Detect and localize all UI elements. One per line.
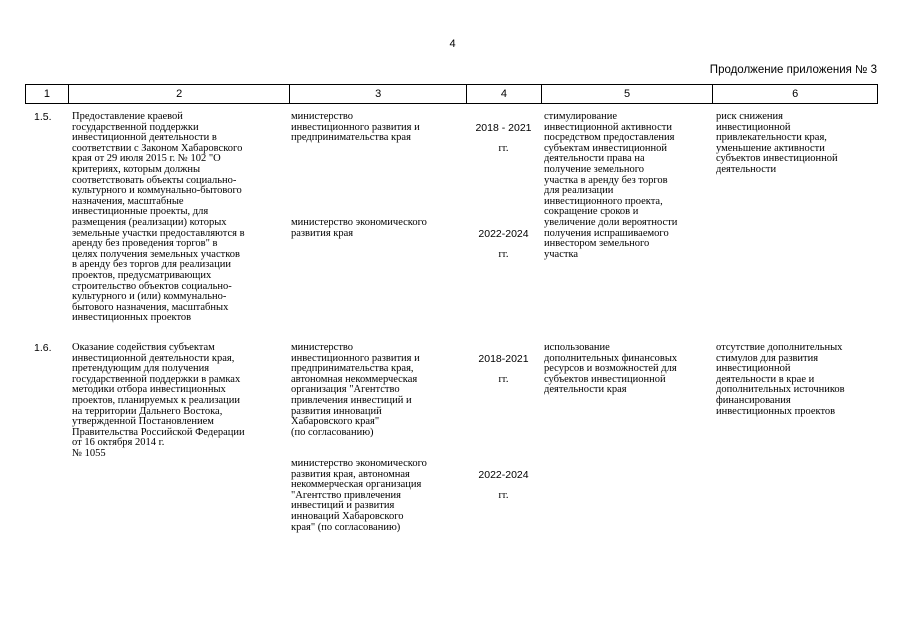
executor-cell — [291, 342, 465, 533]
term-years: 2022-2024 — [478, 468, 529, 481]
activity-description: Предоставление краевой государственной поддержки инвестиционной деятельности в соответствии с Законом Хабаровского края от 29 июля 2015 г. № 102 "О критериях, которым должны соответствовать объекты социально- культурного и коммунально-бытового назначения, масштабные инвестиционные проекты, для размещения (реализации) которых земельные участки предоставляются в аренду без проведения торгов" в целях получения земельных участков в аренду без торгов для реализации проектов, предусматривающих строительство объектов социально- культурного и (или) коммунально- бытового назначения, масштабных инвестиционных проектов — [72, 111, 245, 324]
term-unit: гг. — [498, 489, 509, 501]
risk-description: отсутствие дополнительных стимулов для развития инвестиционной деятельности в крае и дополнительных источников финансирования инвестиционных проектов — [716, 342, 845, 417]
activity-description: Оказание содействия субъектам инвестиционной деятельности края, претендующим для получения государственной поддержки в рамках методики отбора инвестиционных проектов, планируемых к реализации на территории Дальнего Востока, утвержденной Постановлением Правительства Российской Федерации от 16 октября 2014 г. № 1055 — [72, 342, 245, 459]
term-cell — [467, 112, 540, 260]
executor-text: министерство экономического развития края, автономная некоммерческая организация "Агентство привлечения инвестиций и развития инноваций Хабаровского края" (по согласованию) — [291, 458, 427, 533]
risk-description: риск снижения инвестиционной привлекательности края, уменьшение активности субъектов инвестиционной деятельности — [716, 111, 838, 175]
term-years: 2022-2024 — [478, 227, 529, 240]
column-header-2: 2 — [69, 85, 290, 103]
column-header-5: 5 — [542, 85, 714, 103]
term-cell — [467, 343, 540, 501]
column-header-4: 4 — [467, 85, 542, 103]
term-period — [467, 218, 540, 271]
column-header-6: 6 — [792, 88, 799, 100]
column-header-1: 1 — [26, 85, 69, 103]
row-number: 1.6. — [34, 342, 52, 354]
row-number: 1.5. — [34, 111, 52, 123]
executor-cell — [291, 111, 465, 239]
term-period — [467, 343, 540, 396]
expected-result: стимулирование инвестиционной активности посредством предоставления субъектам инвестиционной деятельности права на получение земельного участка в аренду без торгов для реализации инвестиционного проекта, сокращение сроков и увеличение доли вероятности получения испрашиваемого инвестором земельного участка — [544, 111, 678, 260]
term-years: 2018-2021 — [478, 352, 529, 365]
term-years: 2018 - 2021 — [475, 121, 532, 134]
term-unit: гг. — [498, 248, 509, 260]
term-period — [467, 459, 540, 512]
executor-text: министерство инвестиционного развития и предпринимательства края, автономная некоммерческая организация "Агентство привлечения инвестиций и развития инноваций Хабаровского края" (по согласованию) — [291, 342, 420, 438]
column-header-3: 3 — [290, 85, 467, 103]
page-number: 4 — [449, 38, 456, 50]
term-unit: гг. — [498, 373, 509, 385]
term-period — [467, 112, 540, 165]
appendix-continuation-label: Продолжение приложения № 3 — [709, 64, 877, 76]
table-header-row — [25, 84, 878, 104]
expected-result: использование дополнительных финансовых ресурсов и возможностей для субъектов инвестиционной деятельности края — [544, 342, 678, 396]
executor-text: министерство инвестиционного развития и предпринимательства края — [291, 111, 420, 144]
term-unit: гг. — [498, 142, 509, 154]
executor-text: министерство экономического развития края — [291, 217, 427, 239]
